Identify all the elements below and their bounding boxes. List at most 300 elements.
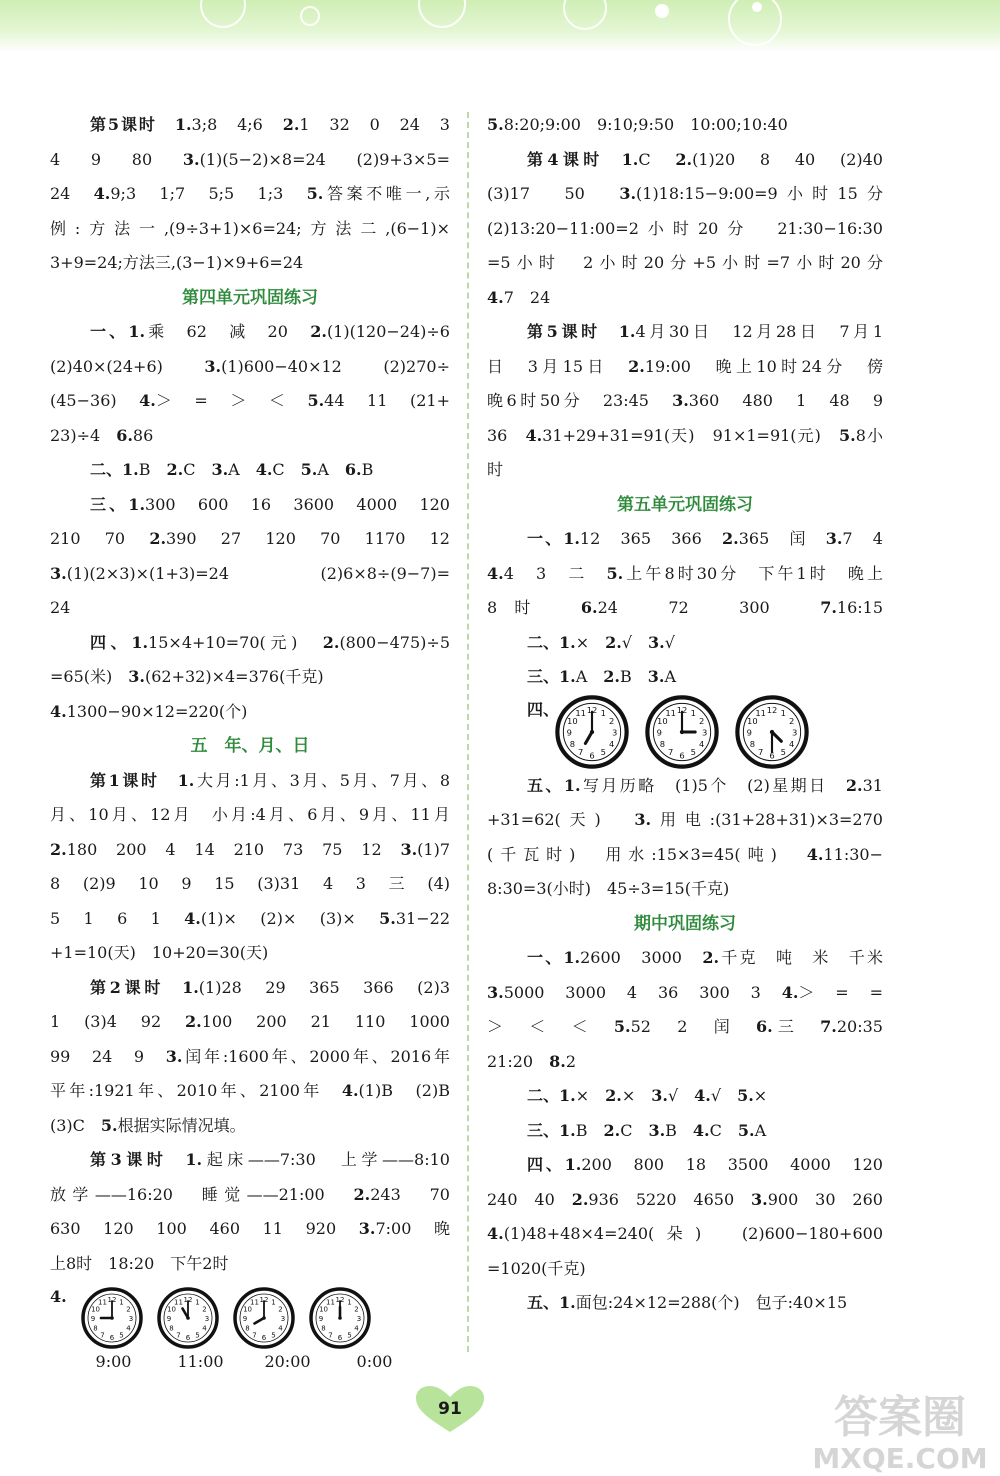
answer-text: 千克 吨 米 千米 bbox=[719, 948, 883, 967]
question-number: 7. bbox=[820, 1017, 837, 1036]
answer-line bbox=[487, 453, 883, 488]
svg-text:5: 5 bbox=[118, 1331, 124, 1340]
clock-icon bbox=[735, 695, 809, 769]
answer-text: 243 70 bbox=[370, 1184, 450, 1204]
answer-text: C bbox=[183, 460, 212, 479]
svg-text:11: 11 bbox=[665, 707, 676, 718]
clock-icon bbox=[309, 1287, 371, 1349]
answer-text: 44 11 (21+ bbox=[324, 391, 450, 410]
answer-text: 9;3 1;7 5;5 1;3 bbox=[110, 184, 307, 203]
answer-line bbox=[50, 522, 450, 557]
watermark-logo bbox=[800, 1384, 1000, 1476]
answer-text: +31=62(天) bbox=[487, 810, 635, 829]
answer-line bbox=[487, 976, 883, 1011]
answer-line bbox=[487, 1183, 883, 1218]
answer-text: C bbox=[620, 1120, 649, 1140]
answer-text: C bbox=[638, 149, 676, 169]
answer-text: A bbox=[575, 667, 604, 686]
answer-text: 7 24 bbox=[503, 287, 551, 307]
svg-text:3: 3 bbox=[128, 1315, 133, 1323]
question-number: 3. bbox=[751, 1189, 768, 1209]
answer-text: 3+9=24;方法三,(3−1)×9+6=24 bbox=[50, 253, 304, 272]
answer-text: √ bbox=[667, 1086, 695, 1105]
answer-line bbox=[487, 1045, 883, 1080]
question-number: 第4课时 bbox=[527, 149, 604, 169]
svg-text:2: 2 bbox=[125, 1305, 131, 1314]
answer-text: A bbox=[317, 460, 345, 479]
question-number: 3. bbox=[50, 563, 67, 583]
answer-line bbox=[50, 1040, 450, 1075]
svg-text:6: 6 bbox=[185, 1334, 190, 1342]
unit5-answers-part2 bbox=[487, 769, 883, 907]
question-number: 5. bbox=[613, 1017, 631, 1036]
answer-line bbox=[487, 941, 883, 976]
dot-decoration bbox=[655, 4, 669, 18]
answer-line bbox=[50, 384, 450, 419]
question-number: 3. bbox=[182, 149, 200, 169]
bubble-decoration bbox=[418, 0, 466, 28]
svg-text:3: 3 bbox=[356, 1315, 361, 1323]
question-number: 四、 bbox=[527, 699, 560, 719]
question-number: 4. bbox=[93, 184, 111, 203]
answer-text: 11:30− bbox=[823, 844, 883, 864]
question-number: 5. bbox=[606, 563, 624, 583]
answer-line bbox=[50, 764, 450, 799]
answer-line bbox=[50, 1247, 450, 1282]
question-number: 4. bbox=[50, 1287, 67, 1306]
answer-text: 52 2 闰 bbox=[630, 1017, 757, 1036]
answer-line bbox=[487, 769, 883, 804]
question-number: 5. bbox=[307, 391, 325, 410]
question-number: 4. bbox=[139, 391, 156, 410]
question-number: 1. bbox=[177, 770, 195, 790]
answer-line bbox=[50, 1074, 450, 1109]
svg-text:9: 9 bbox=[656, 727, 662, 738]
answer-line bbox=[487, 1010, 883, 1045]
answer-text: A bbox=[754, 1120, 767, 1140]
answer-text: √ bbox=[664, 632, 675, 652]
answer-text: 乘 62 减 20 bbox=[145, 322, 311, 341]
question-number: 4. bbox=[341, 1081, 359, 1100]
answer-line bbox=[487, 315, 883, 350]
lesson3-q5-answers bbox=[487, 108, 883, 143]
answer-text: (1)× (2)× (3)× bbox=[200, 908, 380, 928]
answer-line bbox=[50, 833, 450, 868]
answer-text: 12 365 366 bbox=[579, 529, 723, 548]
question-number: 2. bbox=[571, 1189, 589, 1209]
question-number: 四、1. bbox=[90, 632, 149, 652]
answer-text: 23)÷4 bbox=[50, 425, 117, 445]
question-number: 二、1. bbox=[527, 632, 576, 652]
answer-text: 上8时 18:20 下午2时 bbox=[50, 1253, 229, 1273]
answer-line bbox=[50, 936, 450, 971]
question-number: 4. bbox=[781, 982, 799, 1002]
question-number: 2. bbox=[282, 115, 300, 134]
svg-text:8: 8 bbox=[749, 738, 756, 749]
answer-line bbox=[487, 1252, 883, 1287]
answer-text: 放学——16:20 睡觉——21:00 bbox=[50, 1184, 354, 1204]
answer-line bbox=[50, 626, 450, 661]
question-number: 二、1. bbox=[90, 460, 139, 479]
question-number: 3. bbox=[358, 1219, 376, 1238]
answer-text: 630 120 100 460 11 920 bbox=[50, 1219, 359, 1238]
svg-text:5: 5 bbox=[690, 746, 697, 757]
answer-text: 平年:1921年、2010年、2100年 bbox=[50, 1081, 342, 1100]
question-number: 6. bbox=[756, 1017, 773, 1036]
question-number: 2. bbox=[603, 667, 620, 686]
answer-text: 24 72 300 bbox=[597, 598, 821, 617]
question-number: 4. bbox=[525, 425, 543, 445]
question-number: 2. bbox=[166, 460, 184, 479]
answer-text: (1)20 8 40 (2)40 bbox=[692, 149, 883, 169]
answer-line bbox=[50, 798, 450, 833]
answer-text: 用电:(31+28+31)×3=270 bbox=[651, 810, 883, 829]
question-number: 3. bbox=[672, 391, 689, 410]
answer-text: 36 bbox=[487, 425, 526, 445]
svg-text:7: 7 bbox=[327, 1331, 333, 1340]
answer-text: 7 4 bbox=[842, 529, 883, 548]
svg-text:7: 7 bbox=[668, 746, 674, 757]
answer-line bbox=[50, 695, 450, 730]
answer-line bbox=[487, 246, 883, 281]
answer-text: 15×4+10=70(元) bbox=[148, 632, 323, 652]
top-banner bbox=[0, 0, 1000, 52]
answer-text: × bbox=[621, 1086, 652, 1105]
svg-text:1: 1 bbox=[600, 707, 607, 718]
question-number: 5. bbox=[839, 425, 856, 445]
question-number: 5. bbox=[737, 1086, 754, 1105]
question-number: 5. bbox=[100, 1115, 118, 1135]
question-number: 3. bbox=[651, 1086, 668, 1105]
svg-text:3: 3 bbox=[280, 1315, 285, 1323]
chapter-title-year-month-day: 五 年、月、日 bbox=[190, 736, 310, 756]
answer-text: 时 bbox=[487, 460, 504, 479]
answer-text: (1)7 bbox=[417, 839, 450, 859]
watermark-url: MXQE.COM bbox=[812, 1442, 988, 1475]
question-number: 4. bbox=[806, 844, 824, 864]
answer-text: 晚6时50分 23:45 bbox=[487, 391, 673, 410]
svg-text:4: 4 bbox=[698, 738, 705, 749]
clock-icon bbox=[233, 1287, 295, 1349]
svg-text:7: 7 bbox=[99, 1331, 105, 1340]
answer-line bbox=[50, 350, 450, 385]
question-number: 1. bbox=[174, 115, 192, 134]
question-number: 一、1. bbox=[527, 529, 580, 548]
svg-text:3: 3 bbox=[702, 727, 708, 738]
svg-text:10: 10 bbox=[318, 1305, 328, 1314]
question-number: 第3课时 bbox=[90, 1150, 168, 1169]
question-number: 3. bbox=[128, 667, 145, 686]
question-number: 三、1. bbox=[90, 494, 146, 514]
svg-text:1: 1 bbox=[194, 1298, 200, 1307]
section-title-unit4: 第四单元巩固练习 bbox=[182, 287, 318, 308]
question-number: 3. bbox=[619, 184, 637, 203]
svg-text:8: 8 bbox=[93, 1324, 98, 1333]
svg-text:12: 12 bbox=[107, 1296, 117, 1304]
clock-icon bbox=[81, 1287, 143, 1349]
question-number: 5. bbox=[379, 908, 396, 928]
answer-text: 写月历略 (1)5个 (2)星期日 bbox=[580, 775, 846, 795]
svg-text:10: 10 bbox=[657, 715, 668, 726]
svg-text:9: 9 bbox=[242, 1315, 247, 1323]
answer-line bbox=[50, 143, 450, 178]
answer-text: (1)(2×3)×(1+3)=24 (2)6×8÷(9−7)= bbox=[66, 563, 450, 583]
answer-text: (2)13:20−11:00=2小时20分 21:30−16:30 bbox=[487, 218, 883, 238]
svg-text:12: 12 bbox=[676, 704, 688, 715]
question-number: 4. bbox=[694, 1086, 711, 1105]
svg-text:10: 10 bbox=[747, 715, 758, 726]
answer-text: × bbox=[575, 1086, 606, 1105]
answer-line bbox=[487, 872, 883, 907]
answer-line bbox=[50, 315, 450, 350]
clock-time-label: 20:00 bbox=[264, 1352, 311, 1371]
answer-text: ＞ = ＞ ＜ bbox=[155, 391, 308, 410]
svg-text:3: 3 bbox=[612, 727, 618, 738]
svg-text:1: 1 bbox=[270, 1298, 276, 1307]
svg-text:8: 8 bbox=[321, 1324, 326, 1333]
question-number: 3. bbox=[825, 529, 843, 548]
question-number: 5. bbox=[487, 115, 504, 134]
svg-text:6: 6 bbox=[769, 749, 775, 760]
svg-text:2: 2 bbox=[353, 1305, 359, 1314]
answer-line bbox=[50, 177, 450, 212]
svg-text:5: 5 bbox=[600, 746, 607, 757]
answer-line bbox=[50, 1178, 450, 1213]
question-number: 8. bbox=[549, 1051, 566, 1071]
answer-text: (1)18:15−9:00=9小时15分 bbox=[636, 184, 883, 203]
midterm-answers bbox=[487, 941, 883, 1321]
answer-line bbox=[50, 1212, 450, 1247]
answer-text: √ bbox=[710, 1086, 738, 1105]
question-number: 2. bbox=[605, 632, 622, 652]
answer-text: 闰年:1600年、2000年、2016年 bbox=[182, 1046, 450, 1066]
answer-text: A bbox=[228, 460, 256, 479]
answer-text: 1 32 0 24 3 bbox=[299, 115, 450, 134]
answer-text: 8 (2)9 10 9 15 (3)31 4 3 三 (4) bbox=[50, 874, 450, 893]
answer-line bbox=[50, 453, 450, 488]
question-number: 3. bbox=[647, 667, 665, 686]
answer-text: 360 480 1 48 9 bbox=[688, 391, 883, 410]
question-number: 4. bbox=[50, 701, 67, 721]
answer-line bbox=[50, 1143, 450, 1178]
clock-icon bbox=[555, 695, 629, 769]
answer-text: A bbox=[664, 667, 677, 686]
question-number: 4. bbox=[487, 1224, 504, 1243]
question-number: 2. bbox=[702, 948, 720, 967]
svg-text:5: 5 bbox=[780, 746, 787, 757]
question-number: 5. bbox=[737, 1120, 755, 1140]
clock-icon bbox=[645, 695, 719, 769]
answer-text: =1020(千克) bbox=[487, 1258, 586, 1278]
watermark-text: 答案圈 bbox=[834, 1392, 966, 1443]
answer-line bbox=[50, 108, 450, 143]
question-number: 1. bbox=[185, 1150, 203, 1169]
answer-text: B bbox=[619, 667, 648, 686]
answer-text: 根据实际情况填。 bbox=[117, 1115, 246, 1135]
answer-text: 86 bbox=[132, 425, 154, 445]
question-number: 5. bbox=[300, 460, 318, 479]
answer-text: B bbox=[575, 1120, 604, 1140]
question-number: 4. bbox=[692, 1120, 710, 1140]
answer-text: 240 40 bbox=[487, 1189, 572, 1209]
svg-text:9: 9 bbox=[318, 1315, 323, 1323]
answer-line bbox=[50, 902, 450, 937]
answer-line bbox=[487, 212, 883, 247]
svg-text:7: 7 bbox=[578, 746, 584, 757]
question-number: 5. bbox=[306, 184, 324, 203]
svg-text:10: 10 bbox=[242, 1305, 252, 1314]
svg-text:6: 6 bbox=[589, 749, 595, 760]
svg-text:2: 2 bbox=[608, 715, 615, 726]
svg-text:2: 2 bbox=[788, 715, 795, 726]
answer-text: 4 9 80 bbox=[50, 149, 183, 169]
answer-line bbox=[50, 1005, 450, 1040]
lesson5-answers bbox=[487, 315, 883, 488]
svg-text:3: 3 bbox=[204, 1315, 209, 1323]
svg-text:9: 9 bbox=[746, 727, 752, 738]
question-number: 四、1. bbox=[527, 1155, 582, 1174]
question-number: 3. bbox=[211, 460, 229, 479]
answer-text: =5小时 2小时20分+5小时=7小时20分 bbox=[487, 253, 883, 272]
answer-text: 上午8时30分 下午1时 晚上 bbox=[623, 563, 883, 583]
question-number: 2. bbox=[605, 1086, 622, 1105]
svg-text:8: 8 bbox=[245, 1324, 250, 1333]
svg-text:1: 1 bbox=[780, 707, 787, 718]
question-number: 3. bbox=[165, 1046, 183, 1066]
answer-text: 24 bbox=[50, 184, 94, 203]
answer-text: 月、10月、12月 小月:4月、6月、9月、11月 bbox=[50, 805, 450, 824]
answer-text: ＞ ＜ ＜ bbox=[487, 1017, 614, 1036]
clock-time-label: 9:00 bbox=[95, 1352, 132, 1371]
answer-text: (2)40×(24+6) bbox=[50, 356, 205, 376]
answer-text: 900 30 260 bbox=[767, 1189, 883, 1209]
answer-text: 8小 bbox=[855, 425, 883, 445]
clock-icon bbox=[157, 1287, 219, 1349]
answer-text: 100 200 21 110 1000 bbox=[201, 1012, 450, 1031]
answer-text: (45−36) bbox=[50, 391, 140, 410]
clock-time-label: 11:00 bbox=[177, 1352, 224, 1371]
svg-text:7: 7 bbox=[251, 1331, 257, 1340]
question-number: 第1课时 bbox=[90, 770, 160, 790]
answer-text: (1)(120−24)÷6 bbox=[326, 322, 450, 341]
bubble-decoration bbox=[300, 6, 320, 26]
svg-text:8: 8 bbox=[659, 738, 666, 749]
answer-line bbox=[50, 1109, 450, 1144]
svg-text:6: 6 bbox=[109, 1334, 114, 1342]
left-column bbox=[50, 108, 450, 1377]
svg-text:10: 10 bbox=[567, 715, 578, 726]
answer-line bbox=[487, 660, 883, 695]
answer-text: 2600 3000 bbox=[580, 948, 703, 967]
question-number: 2. bbox=[628, 356, 645, 376]
bubble-decoration bbox=[563, 0, 607, 30]
answer-text: 5000 3000 4 36 300 3 bbox=[503, 982, 782, 1002]
svg-text:12: 12 bbox=[586, 704, 598, 715]
answer-text: 19:00 晚上10时24分 傍 bbox=[644, 356, 883, 376]
svg-text:4: 4 bbox=[788, 738, 795, 749]
column-divider bbox=[467, 112, 469, 1352]
answer-line bbox=[487, 384, 883, 419]
question-number: 2. bbox=[353, 1184, 371, 1204]
question-number: 第2课时 bbox=[90, 977, 165, 997]
answer-text: (3)17 50 bbox=[487, 184, 620, 203]
question-number: 三、1. bbox=[527, 1120, 576, 1140]
question-number: 3. bbox=[204, 356, 222, 376]
right-column bbox=[487, 108, 883, 1321]
question-number: 3. bbox=[400, 839, 418, 859]
answer-line bbox=[487, 1286, 883, 1321]
answer-text: 大月:1月、3月、5月、7月、8 bbox=[194, 770, 450, 790]
answer-text: =65(米) bbox=[50, 667, 129, 686]
svg-text:12: 12 bbox=[766, 704, 778, 715]
unit5-answers bbox=[487, 522, 883, 695]
svg-text:4: 4 bbox=[353, 1324, 359, 1333]
page-number-heart bbox=[410, 1384, 490, 1434]
question-number: 1. bbox=[182, 977, 199, 997]
answer-text: ＞ = = bbox=[798, 982, 883, 1002]
answer-text: 8:20;9:00 9:10;9:50 10:00;10:40 bbox=[503, 115, 788, 134]
question-number: 4. bbox=[487, 287, 504, 307]
answer-text: (3)C bbox=[50, 1115, 101, 1135]
question-number: 二、1. bbox=[527, 1086, 576, 1105]
answer-line bbox=[487, 626, 883, 661]
question-number: 2. bbox=[675, 149, 693, 169]
unit4-answers bbox=[50, 315, 450, 729]
answer-text: 31+29+31=91(天) 91×1=91(元) bbox=[542, 425, 840, 445]
svg-text:1: 1 bbox=[118, 1298, 124, 1307]
answer-text: 99 24 9 bbox=[50, 1046, 166, 1066]
answer-line bbox=[50, 212, 450, 247]
answer-text: 起床——7:30 上学——8:10 bbox=[202, 1150, 450, 1169]
svg-text:4: 4 bbox=[201, 1324, 207, 1333]
answer-line bbox=[50, 419, 450, 454]
answer-line bbox=[50, 867, 450, 902]
answer-text: 180 200 4 14 210 73 75 12 bbox=[66, 839, 401, 859]
clock-row-unit5 bbox=[487, 695, 883, 769]
svg-text:6: 6 bbox=[337, 1334, 342, 1342]
answer-text: 4 3 二 bbox=[503, 563, 607, 583]
answer-line bbox=[487, 419, 883, 454]
dot-decoration bbox=[752, 2, 762, 12]
svg-text:11: 11 bbox=[173, 1298, 183, 1307]
answer-line bbox=[50, 488, 450, 523]
svg-text:12: 12 bbox=[259, 1296, 269, 1304]
svg-text:11: 11 bbox=[325, 1298, 335, 1307]
question-number: 2. bbox=[722, 529, 739, 548]
answer-text: 1300−90×12=220(个) bbox=[66, 701, 248, 721]
svg-text:9: 9 bbox=[90, 1315, 95, 1323]
question-number: 2. bbox=[603, 1120, 621, 1140]
answer-line bbox=[487, 108, 883, 143]
answer-text: (1)600−40×12 (2)270÷ bbox=[221, 356, 450, 376]
answer-line bbox=[487, 838, 883, 873]
section-title-unit5: 第五单元巩固练习 bbox=[617, 494, 753, 515]
answer-text: 5 1 6 1 bbox=[50, 908, 185, 928]
svg-text:9: 9 bbox=[166, 1315, 171, 1323]
answer-text: √ bbox=[621, 632, 649, 652]
question-number: 三、1. bbox=[527, 667, 576, 686]
answer-text: × bbox=[753, 1086, 768, 1105]
page-number: 91 bbox=[438, 1399, 462, 1419]
svg-text:7: 7 bbox=[758, 746, 764, 757]
question-number: 2. bbox=[845, 775, 863, 795]
answer-text: 面包:24×12=288(个) 包子:40×15 bbox=[575, 1293, 848, 1312]
question-number: 第5课时 bbox=[90, 115, 157, 134]
svg-text:3: 3 bbox=[792, 727, 798, 738]
question-number: 3. bbox=[487, 982, 504, 1002]
svg-text:7: 7 bbox=[175, 1331, 181, 1340]
svg-text:8: 8 bbox=[169, 1324, 174, 1333]
